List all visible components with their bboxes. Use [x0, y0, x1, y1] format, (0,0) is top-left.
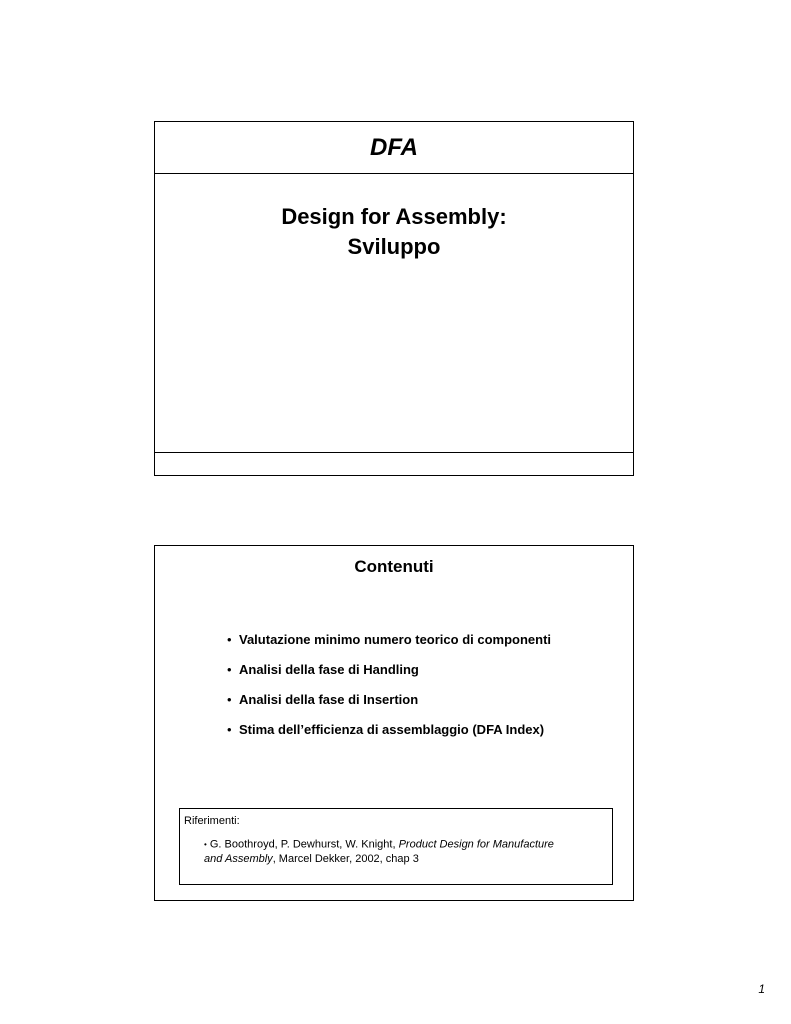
slide-title-frame: [154, 121, 634, 476]
list-item-text: Analisi della fase di Insertion: [239, 692, 419, 707]
list-item: [227, 660, 551, 690]
contents-title: Contenuti: [354, 557, 434, 576]
slide-title-header: [155, 122, 633, 174]
reference-book-title-1: Product Design for Manufacture: [398, 838, 554, 851]
slide-contents-frame: [154, 545, 634, 901]
page-number: 1: [758, 982, 765, 996]
list-item-text: Stima dell’efficienza di assemblaggio (DFA Index): [239, 722, 545, 737]
reference-book-title-2: and Assembly: [204, 853, 273, 866]
reference-bullet-icon: •: [204, 840, 207, 849]
reference-entry: [204, 837, 604, 867]
list-item: [227, 630, 551, 660]
slide-title: DFA: [370, 133, 418, 161]
bullet-icon: •: [227, 722, 232, 737]
list-item: [227, 720, 551, 750]
references-label: Riferimenti:: [184, 815, 240, 827]
contents-list: [227, 630, 551, 750]
slide-subtitle: [155, 202, 633, 262]
subtitle-line-2: Sviluppo: [347, 234, 441, 259]
subtitle-line-1: Design for Assembly:: [281, 204, 507, 229]
list-item-text: Analisi della fase di Handling: [239, 662, 419, 677]
bullet-icon: •: [227, 632, 232, 647]
bullet-icon: •: [227, 662, 232, 677]
references-box: [179, 808, 613, 885]
bullet-icon: •: [227, 692, 232, 707]
list-item: [227, 690, 551, 720]
slide-footer-bar: [155, 452, 633, 475]
reference-authors: G. Boothroyd, P. Dewhurst, W. Knight,: [206, 838, 399, 851]
list-item-text: Valutazione minimo numero teorico di componenti: [239, 632, 552, 647]
reference-publisher: , Marcel Dekker, 2002, chap 3: [272, 853, 419, 866]
